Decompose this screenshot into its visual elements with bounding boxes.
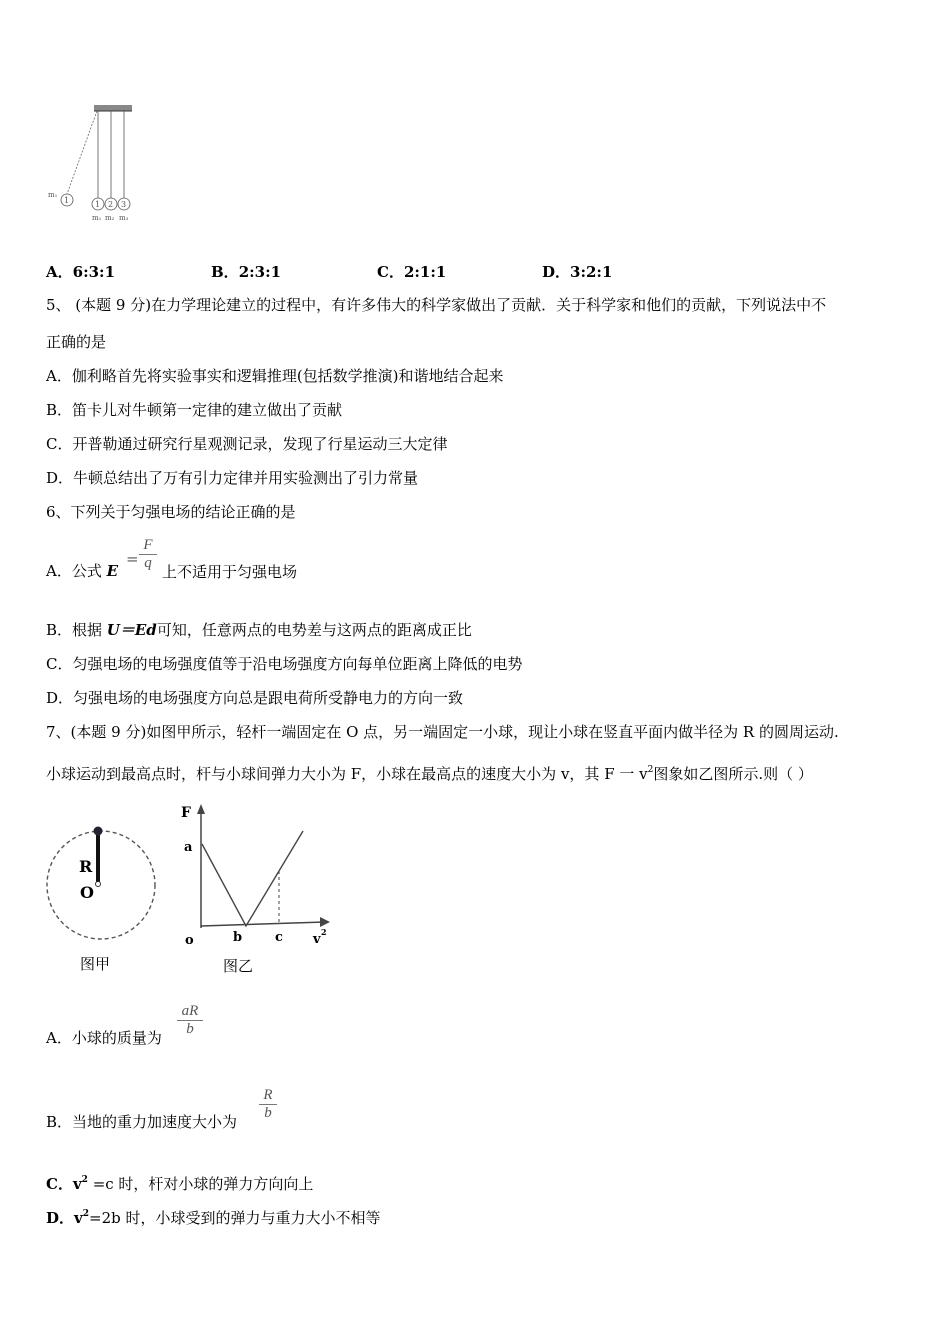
- x-axis: [201, 922, 325, 926]
- q4-option-a[interactable]: [46, 261, 115, 282]
- q7-option-d-b: =2b 时，小球受到的弹力与重力大小不相等: [89, 1209, 381, 1227]
- q6-option-b-prefix: B．根据: [46, 621, 107, 639]
- label-f-axis: F: [181, 805, 191, 821]
- q6-option-b[interactable]: [46, 620, 472, 640]
- label-m2: m₂: [105, 214, 115, 222]
- string-left: [67, 111, 97, 194]
- q6-fraction-den: q: [139, 554, 157, 572]
- label-origin: o: [185, 933, 194, 948]
- q7-option-a[interactable]: A．小球的质量为: [46, 1029, 162, 1047]
- pivot-o: [96, 882, 101, 887]
- label-v-axis-sup: 2: [321, 927, 327, 937]
- q7-option-b-den: b: [259, 1104, 277, 1122]
- q7-stem-line2-sup: 2: [647, 765, 654, 775]
- q4-option-a-letter: A．: [46, 263, 73, 281]
- label-o: O: [80, 883, 94, 902]
- q7-stem-line1: 7、(本题 9 分)如图甲所示，轻杆一端固定在 O 点，另一端固定一小球，现让小球在竖直平面内做半径为 R 的圆周运动.: [46, 723, 839, 741]
- q7-option-c-sup: 2: [81, 1175, 88, 1185]
- caption-yi: 图乙: [223, 957, 254, 975]
- label-a: a: [184, 840, 193, 855]
- q7-option-d[interactable]: [46, 1204, 380, 1228]
- label-c: c: [275, 930, 283, 945]
- q7-option-b[interactable]: B．当地的重力加速度大小为: [46, 1113, 238, 1131]
- q7-option-c-a: C．v: [46, 1175, 82, 1193]
- q6-option-d[interactable]: D．匀强电场的电场强度方向总是跟电荷所受静电力的方向一致: [46, 689, 464, 707]
- label-m1: m₁: [92, 214, 102, 222]
- label-m1-left: m₁: [48, 191, 58, 199]
- label-m3: m₃: [119, 214, 129, 222]
- q5-stem-line1: 5、 (本题 9 分)在力学理论建立的过程中，有许多伟大的科学家做出了贡献．关于科学家和他们的贡献，下列说法中不: [46, 296, 827, 314]
- q7-option-b-num: R: [263, 1087, 273, 1103]
- ceiling-support: [94, 105, 132, 111]
- q6-equals-sign: =: [126, 550, 139, 568]
- ball-top: [94, 827, 103, 836]
- label-v-axis: v: [313, 932, 321, 947]
- q4-option-a-text: 6:3:1: [72, 263, 116, 281]
- q6-option-b-formula: U＝Ed: [106, 621, 157, 639]
- dashed-circle-path: [47, 831, 155, 939]
- q6-option-a-suffix: 上不适用于匀强电场: [162, 563, 298, 581]
- q7-option-a-num: aR: [181, 1003, 199, 1019]
- q7-stem-line2: [46, 760, 813, 784]
- label-ball-1: 1: [95, 200, 101, 209]
- label-left-ball: 1: [64, 196, 70, 205]
- q6-option-b-suffix: 可知，任意两点的电势差与这两点的距离成正比: [156, 621, 472, 639]
- q6-option-a-var: E: [106, 562, 119, 580]
- q5-option-b[interactable]: B．笛卡儿对牛顿第一定律的建立做出了贡献: [46, 401, 343, 419]
- q7-stem-line2-b: 图象如乙图所示.则（ ）: [653, 765, 813, 783]
- q6-option-c[interactable]: C．匀强电场的电场强度值等于沿电场强度方向每单位距离上降低的电势: [46, 655, 523, 673]
- pendulum-figure: [44, 100, 144, 228]
- q4-option-d-text: 3:2:1: [570, 263, 613, 281]
- caption-jia: 图甲: [80, 955, 111, 973]
- q7-stem-line2-a: 小球运动到最高点时，杆与小球间弹力大小为 F，小球在最高点的速度大小为 v，其 F 一 v: [46, 765, 648, 783]
- q7-option-c[interactable]: [46, 1170, 313, 1194]
- q7-option-d-a: D．v: [46, 1209, 83, 1227]
- q6-fraction-f-over-q: [139, 537, 157, 572]
- q4-option-b[interactable]: [211, 261, 281, 282]
- y-axis-arrow: [197, 804, 205, 814]
- q6-fraction-num: F: [143, 537, 153, 553]
- q5-option-c[interactable]: C．开普勒通过研究行星观测记录，发现了行星运动三大定律: [46, 435, 448, 453]
- q4-option-b-text: 2:3:1: [238, 263, 282, 281]
- q5-option-a[interactable]: A．伽利略首先将实验事实和逻辑推理(包括数学推演)和谐地结合起来: [46, 367, 504, 385]
- q6-stem: 6、下列关于匀强电场的结论正确的是: [46, 503, 296, 521]
- q4-option-c-text: 2:1:1: [403, 263, 447, 281]
- q7-option-d-sup: 2: [82, 1209, 89, 1219]
- q5-option-d[interactable]: D．牛顿总结出了万有引力定律并用实验测出了引力常量: [46, 469, 419, 487]
- label-ball-3: 3: [121, 200, 127, 209]
- label-ball-2: 2: [108, 200, 114, 209]
- q7-option-c-b: =c 时，杆对小球的弹力方向向上: [87, 1175, 314, 1193]
- figure-yi: [175, 798, 335, 953]
- q7-option-a-den: b: [177, 1020, 203, 1038]
- q4-option-d[interactable]: [542, 261, 612, 282]
- q6-option-a-prefix: A．公式: [46, 562, 107, 580]
- q7-option-a-fraction: [177, 1003, 203, 1038]
- q7-option-b-fraction: [259, 1087, 277, 1122]
- q4-option-c-letter: C．: [377, 263, 404, 281]
- q4-option-d-letter: D．: [542, 263, 571, 281]
- x-axis-arrow: [320, 917, 330, 927]
- label-r: R: [79, 857, 93, 876]
- q4-option-c[interactable]: [377, 261, 446, 282]
- q5-stem-line2: 正确的是: [46, 333, 107, 351]
- label-b: b: [233, 930, 243, 945]
- q4-option-b-letter: B．: [211, 263, 239, 281]
- q6-option-a[interactable]: [46, 561, 118, 581]
- f-v2-graph: [202, 831, 303, 926]
- rod: [96, 832, 100, 883]
